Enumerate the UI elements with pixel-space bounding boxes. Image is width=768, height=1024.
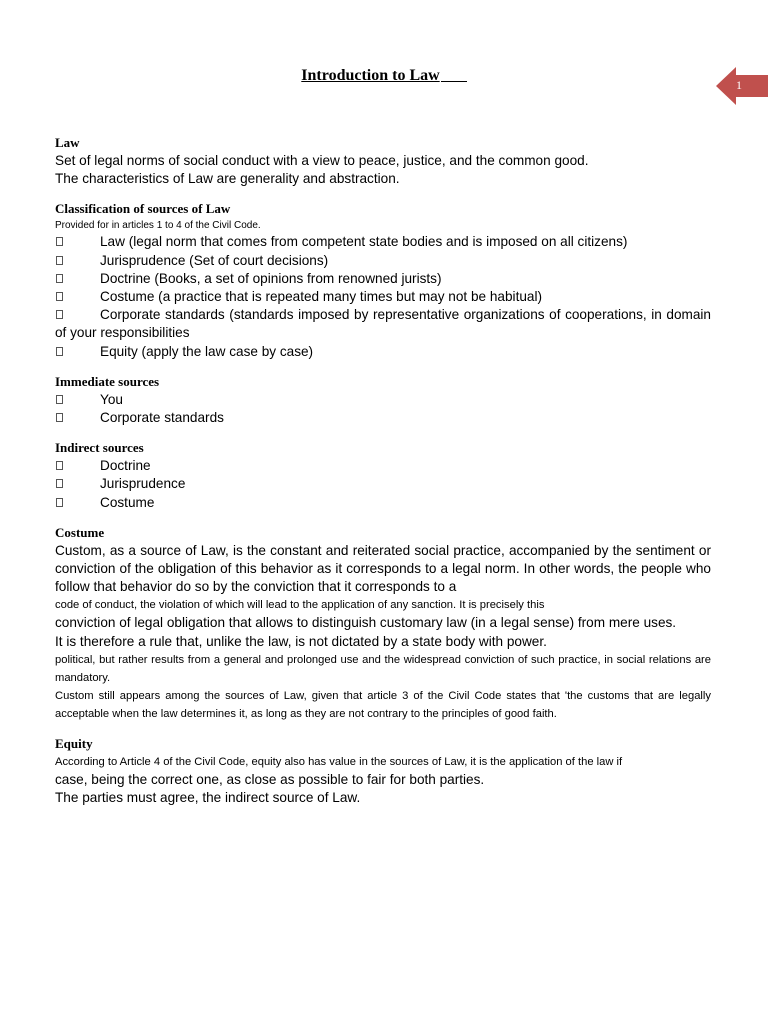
paragraph: Set of legal norms of social conduct with a view to peace, justice, and the common good. [55,153,589,168]
list-item-text: Equity (apply the law case by case) [100,343,314,359]
page-title [0,66,768,86]
section-classification [55,200,711,360]
indirect-sources-list [55,457,711,512]
bullet-icon [56,461,63,470]
immediate-sources-list [55,391,711,427]
sources-list [55,233,711,360]
page-title-text: Introduction to Law [301,67,440,84]
list-item-text: Costume [100,494,155,510]
paragraph: case, being the correct one, as close as possible to fair for both parties. [55,771,485,787]
paragraph: The parties must agree, the indirect source of Law. [55,790,361,806]
list-item-text: Jurisprudence [100,476,186,492]
section-immediate-sources [55,373,711,427]
document-body [55,134,711,819]
page-number: 1 [736,78,742,92]
list-item-text: Corporate standards [100,410,224,426]
paragraph: Custom, as a source of Law, is the constant and reiterated social practice, accompanied by the sentiment or conviction of the obligation of this behavior as it corresponds to a legal norm. In other words, the people who follow that behavior do so by the conviction that it corresponds to a [55,542,711,595]
section-heading: Equity [55,735,93,751]
bullet-icon [56,498,63,507]
list-item [55,233,711,251]
bullet-icon [56,274,63,283]
list-item-text: Doctrine (Books, a set of opinions from renowned jurists) [100,270,442,286]
list-item [55,457,711,475]
bullet-icon [56,256,63,265]
section-heading: Law [55,135,80,150]
section-heading: Costume [55,524,105,540]
list-item-text: Corporate standards (standards imposed by representative organizations of cooperations, in domain of your responsibilities [55,307,711,341]
bullet-icon [56,347,63,356]
list-item [55,409,711,427]
list-item-text: Law (legal norm that comes from competent state bodies and is imposed on all citizens) [100,234,628,250]
list-item [55,252,711,270]
list-item-text: Jurisprudence (Set of court decisions) [100,252,329,268]
section-indirect-sources [55,439,711,512]
list-item [55,288,711,306]
paragraph: The characteristics of Law are generality and abstraction. [55,171,400,187]
list-item [55,494,711,512]
paragraph: political, but rather results from a general and prolonged use and the widespread conviction of such practice, in social relations are mandatory. [55,653,711,684]
title-underline [441,81,467,82]
bullet-icon [56,395,63,404]
paragraph: Custom still appears among the sources of Law, given that article 3 of the Civil Code states that 'the customs that are legally acceptable when the law determines it, as long as they are not contrary to the principles of good faith. [55,689,711,720]
list-item [55,306,711,342]
list-item [55,391,711,409]
list-item [55,475,711,493]
bullet-icon [56,413,63,422]
bullet-icon [56,237,63,246]
bullet-icon [56,292,63,301]
section-heading: Immediate sources [55,373,160,389]
list-item [55,270,711,288]
paragraph: According to Article 4 of the Civil Code, equity also has value in the sources of Law, it is the application of the law if [55,755,623,768]
list-item-text: Doctrine [100,458,151,474]
paragraph: conviction of legal obligation that allows to distinguish customary law (in a legal sense) from mere uses. [55,615,677,631]
section-heading: Indirect sources [55,440,144,456]
list-item-text: You [100,391,123,407]
bullet-icon [56,310,63,319]
section-note: Provided for in articles 1 to 4 of the Civil Code. [55,220,261,232]
paragraph: code of conduct, the violation of which will lead to the application of any sanction. It is precisely this [55,599,545,612]
page-number-badge [716,67,768,105]
paragraph: It is therefore a rule that, unlike the law, is not dictated by a state body with power. [55,633,547,649]
section-costume [55,524,711,723]
bullet-icon [56,479,63,488]
section-law [55,134,711,188]
list-item [55,343,711,361]
list-item-text: Costume (a practice that is repeated many times but may not be habitual) [100,289,543,305]
section-equity [55,735,711,807]
section-heading: Classification of sources of Law [55,201,231,217]
